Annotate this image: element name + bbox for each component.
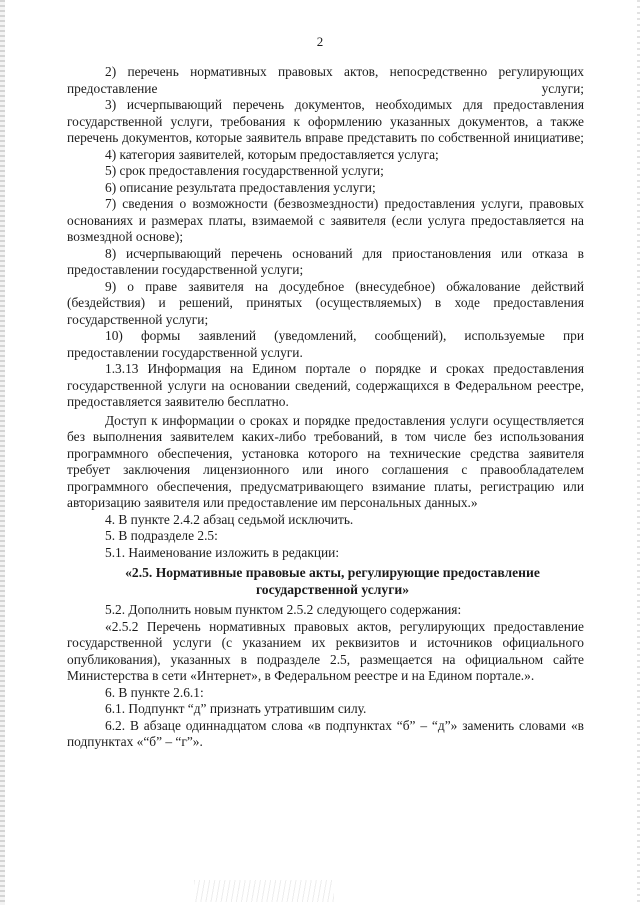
- section-heading: «2.5. Нормативные правовые акты, регулирующие предоставление государственной услуги»: [125, 565, 540, 597]
- list-item: 8) исчерпывающий перечень оснований для приостановления или отказа в предоставлении государственной услуги;: [67, 245, 584, 277]
- body-paragraph: 4. В пункте 2.4.2 абзац седьмой исключить.: [105, 511, 354, 527]
- body-paragraph: Доступ к информации о сроках и порядке предоставления услуги осуществляется без выполнения заявителем каких-либо требований, в том числе без использования программного обеспечения, установка которого на технические средства заявителя требует заключения лицензионного или иного соглашения с правообладателем программного обеспечения, предусматривающего взимание платы, регистрацию или авторизацию заявителя или предоставление им персональных данных.»: [67, 412, 584, 510]
- page-number: 2: [316, 34, 324, 49]
- list-item: 6) описание результата предоставления услуги;: [105, 179, 376, 195]
- body-paragraph: 6. В пункте 2.6.1:: [105, 684, 204, 700]
- body-paragraph: 1.3.13 Информация на Едином портале о порядке и сроках предоставления государственной услуги на основании сведений, содержащихся в Федеральном реестре, предоставляется заявителю бесплатно.: [67, 361, 584, 409]
- body-paragraph: 5. В подразделе 2.5:: [105, 528, 218, 543]
- list-item: 7) сведения о возможности (безвозмездности) предоставления услуги, правовых основаниях и размерах платы, взимаемой с заявителя (если услуга предоставляется на возмездной основе);: [67, 196, 584, 244]
- list-item: 3) исчерпывающий перечень документов, необходимых для предоставления государственной услуги, требования к оформлению указанных документов, а также перечень документов, которые заявитель вправе представить по собственной инициативе;: [67, 97, 584, 145]
- document-body: [67, 64, 584, 751]
- scan-stamp-mark: [194, 880, 334, 902]
- list-item: 9) о праве заявителя на досудебное (внесудебное) обжалование действий (бездействия) и решений, принятых (осуществляемых) в ходе предоставления государственной услуги;: [67, 278, 584, 327]
- body-paragraph: 5.1. Наименование изложить в редакции:: [105, 544, 340, 560]
- list-item: 4) категория заявителей, которым предоставляется услуга;: [105, 146, 439, 162]
- list-item: 10) формы заявлений (уведомлений, сообщений), используемые при предоставлении государственной услуги.: [67, 328, 584, 360]
- scan-left-edge: [0, 0, 5, 905]
- body-paragraph: «2.5.2 Перечень нормативных правовых актов, регулирующих предоставление государственной услуги (с указанием их реквизитов и источников официального опубликования), указанных в подразделе 2.5, размещается на официальном сайте Министерства в сети «Интернет», в Федеральном реестре и на Едином портале.».: [67, 618, 584, 683]
- body-paragraph: 5.2. Дополнить новым пунктом 2.5.2 следующего содержания:: [105, 602, 462, 617]
- body-paragraph: 6.1. Подпункт “д” признать утратившим силу.: [105, 701, 367, 716]
- list-item: 2) перечень нормативных правовых актов, непосредственно регулирующих предоставление услуги;: [67, 64, 584, 96]
- list-item: 5) срок предоставления государственной услуги;: [105, 163, 384, 178]
- body-paragraph: 6.2. В абзаце одиннадцатом слова «в подпунктах “б” – “д”» заменить словами «в подпунктах «“б” – “г”».: [67, 717, 584, 749]
